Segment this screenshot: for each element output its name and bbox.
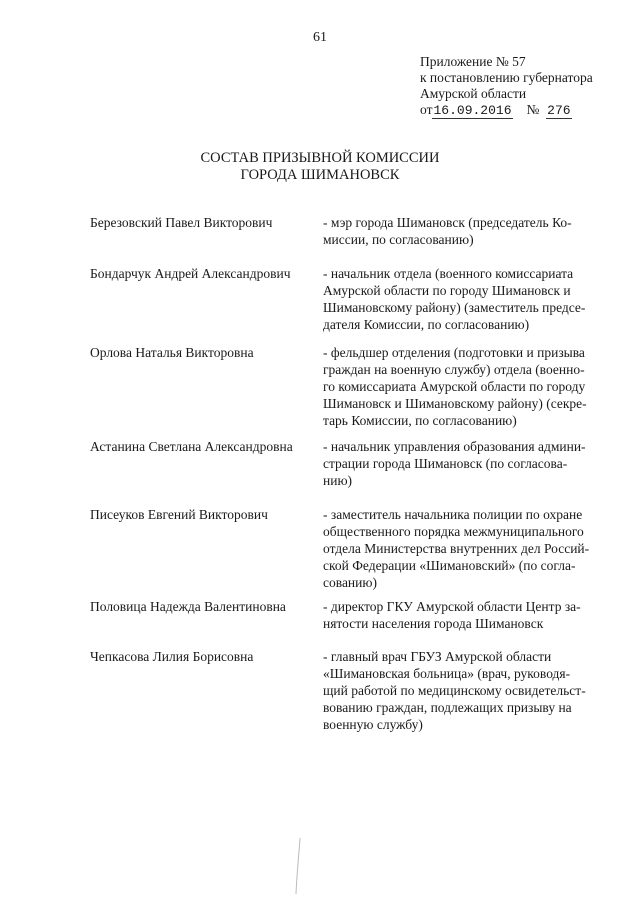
role-line: «Шимановская больница» (врач, руководя-	[323, 666, 571, 681]
member-name: Бондарчук Андрей Александрович	[90, 266, 291, 281]
pen-mark	[292, 836, 306, 896]
page-number: 61	[313, 30, 327, 45]
member-role	[323, 648, 605, 733]
role-line: - фельдшер отделения (подготовки и призыва	[323, 345, 585, 360]
member-name: Писеуков Евгений Викторович	[90, 507, 268, 522]
role-line: страции города Шимановск (по согласова-	[323, 456, 568, 471]
title-line-1: СОСТАВ ПРИЗЫВНОЙ КОМИССИИ	[200, 150, 440, 166]
member-role	[323, 438, 605, 489]
role-line: нию)	[323, 473, 353, 488]
member-name: Березовский Павел Викторович	[90, 215, 273, 230]
role-line: Шимановск и Шимановскому району) (секре-	[323, 396, 587, 411]
appendix-decree-line: к постановлению губернатора	[420, 70, 593, 85]
role-line: отдела Министерства внутренних дел Россий-	[323, 541, 590, 556]
role-line: - главный врач ГБУЗ Амурской области	[323, 649, 552, 664]
role-line: - директор ГКУ Амурской области Центр за-	[323, 599, 581, 614]
role-line: щий работой по медицинскому освидетельст-	[323, 683, 586, 698]
member-role	[323, 344, 605, 429]
role-line: миссии, по согласованию)	[323, 232, 474, 247]
role-line: дателя Комиссии, по согласованию)	[323, 317, 530, 332]
decree-date: 16.09.2016	[433, 103, 512, 118]
title-line-2: ГОРОДА ШИМАНОВСК	[240, 167, 400, 183]
role-line: Амурской области по городу Шимановск и	[323, 283, 571, 298]
role-line: нятости населения города Шимановск	[323, 616, 544, 631]
number-sign: №	[526, 102, 540, 117]
role-line: го комиссариата Амурской области по городу	[323, 379, 586, 394]
role-line: - заместитель начальника полиции по охране	[323, 507, 583, 522]
role-line: - начальник управления образования админи-	[323, 439, 586, 454]
role-line: ской Федерации «Шимановский» (по согла-	[323, 558, 576, 573]
member-name: Половица Надежда Валентиновна	[90, 599, 286, 614]
role-line: вованию граждан, подлежащих призыву на	[323, 700, 572, 715]
role-line: сованию)	[323, 575, 377, 590]
role-line: - мэр города Шимановск (председатель Ко-	[323, 215, 572, 230]
role-line: тарь Комиссии, по согласованию)	[323, 413, 517, 428]
role-line: военную службу)	[323, 717, 423, 732]
member-role	[323, 598, 605, 632]
role-line: - начальник отдела (военного комиссариата	[323, 266, 574, 281]
role-line: граждан на военную службу) отдела (военно-	[323, 362, 585, 377]
member-name: Орлова Наталья Викторовна	[90, 345, 254, 360]
date-prefix: от	[420, 102, 433, 117]
member-name: Чепкасова Лилия Борисовна	[90, 649, 254, 664]
role-line: общественного порядка межмуниципального	[323, 524, 584, 539]
member-role	[323, 214, 605, 248]
appendix-title: Приложение № 57	[420, 54, 526, 69]
appendix-region-line: Амурской области	[420, 86, 527, 101]
member-name: Астанина Светлана Александровна	[90, 439, 293, 454]
role-line: Шимановскому району) (заместитель предсе-	[323, 300, 586, 315]
member-role	[323, 506, 605, 591]
member-role	[323, 265, 605, 333]
decree-number: 276	[547, 103, 571, 118]
